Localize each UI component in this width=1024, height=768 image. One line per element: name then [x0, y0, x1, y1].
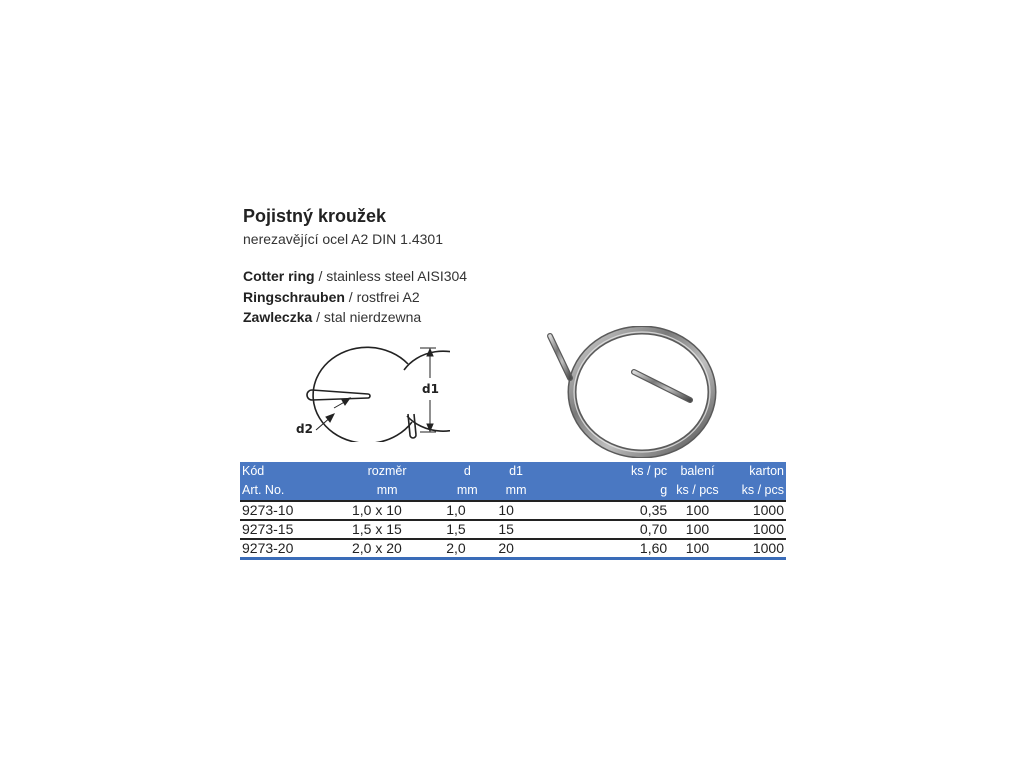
header-d1: d1 — [509, 464, 524, 478]
translation-name: Cotter ring — [243, 268, 315, 284]
table-row — [240, 539, 786, 559]
translation-en — [243, 268, 467, 284]
translation-name: Zawleczka — [243, 309, 313, 325]
cell-spacer — [542, 501, 614, 520]
cell-weight: 0,70 — [639, 521, 668, 537]
cell-spacer — [542, 520, 614, 539]
header-spacer — [542, 462, 614, 481]
ring-product-photo — [538, 326, 718, 458]
translation-pl — [243, 309, 421, 325]
ring-technical-drawing — [290, 338, 450, 442]
header-weight: ks / pc — [631, 464, 668, 478]
translation-desc: / rostfrei A2 — [344, 289, 420, 305]
cell-packing: 100 — [685, 540, 710, 556]
header-spacer — [542, 481, 614, 501]
cell-code: 9273-20 — [242, 540, 294, 556]
cell-d1: 10 — [498, 502, 514, 518]
table-row — [240, 520, 786, 539]
cell-d: 2,0 — [446, 540, 466, 556]
table-header-row — [240, 462, 786, 481]
translation-de — [243, 289, 420, 305]
header-code: Kód — [242, 464, 265, 478]
header-packing-unit: ks / pcs — [676, 483, 719, 497]
cell-carton: 1000 — [752, 540, 784, 556]
header-weight-unit: g — [660, 483, 668, 497]
cell-weight: 1,60 — [639, 540, 668, 556]
table-row — [240, 501, 786, 520]
translation-desc: / stal nierdzewna — [312, 309, 422, 325]
cell-carton: 1000 — [752, 521, 784, 537]
specification-table — [240, 462, 786, 560]
cell-spacer — [542, 539, 614, 559]
cell-packing: 100 — [685, 521, 710, 537]
product-title: Pojistný kroužek — [243, 206, 387, 226]
header-size-unit: mm — [376, 483, 398, 497]
header-d-unit: mm — [456, 483, 478, 497]
cell-size: 1,0 x 10 — [351, 502, 402, 518]
d2-label: d2 — [296, 422, 313, 436]
header-size: rozměr — [367, 464, 407, 478]
cell-weight: 0,35 — [639, 502, 668, 518]
cell-d: 1,0 — [446, 502, 466, 518]
table-header-row — [240, 481, 786, 501]
translation-name: Ringschrauben — [243, 289, 345, 305]
cell-packing: 100 — [685, 502, 710, 518]
cell-size: 1,5 x 15 — [351, 521, 402, 537]
cell-size: 2,0 x 20 — [351, 540, 402, 556]
header-carton-unit: ks / pcs — [741, 483, 784, 497]
cell-d: 1,5 — [446, 521, 466, 537]
cell-d1: 15 — [498, 521, 514, 537]
d1-label: d1 — [422, 382, 439, 396]
cell-code: 9273-15 — [242, 521, 294, 537]
cell-code: 9273-10 — [242, 502, 294, 518]
translation-desc: / stainless steel AISI304 — [314, 268, 468, 284]
product-subtitle: nerezavějící ocel A2 DIN 1.4301 — [243, 231, 444, 247]
header-packing: balení — [680, 464, 715, 478]
header-d1-unit: mm — [505, 483, 527, 497]
header-carton: karton — [749, 464, 784, 478]
header-d: d — [463, 464, 471, 478]
header-code-en: Art. No. — [242, 483, 285, 497]
cell-d1: 20 — [498, 540, 514, 556]
cell-carton: 1000 — [752, 502, 784, 518]
